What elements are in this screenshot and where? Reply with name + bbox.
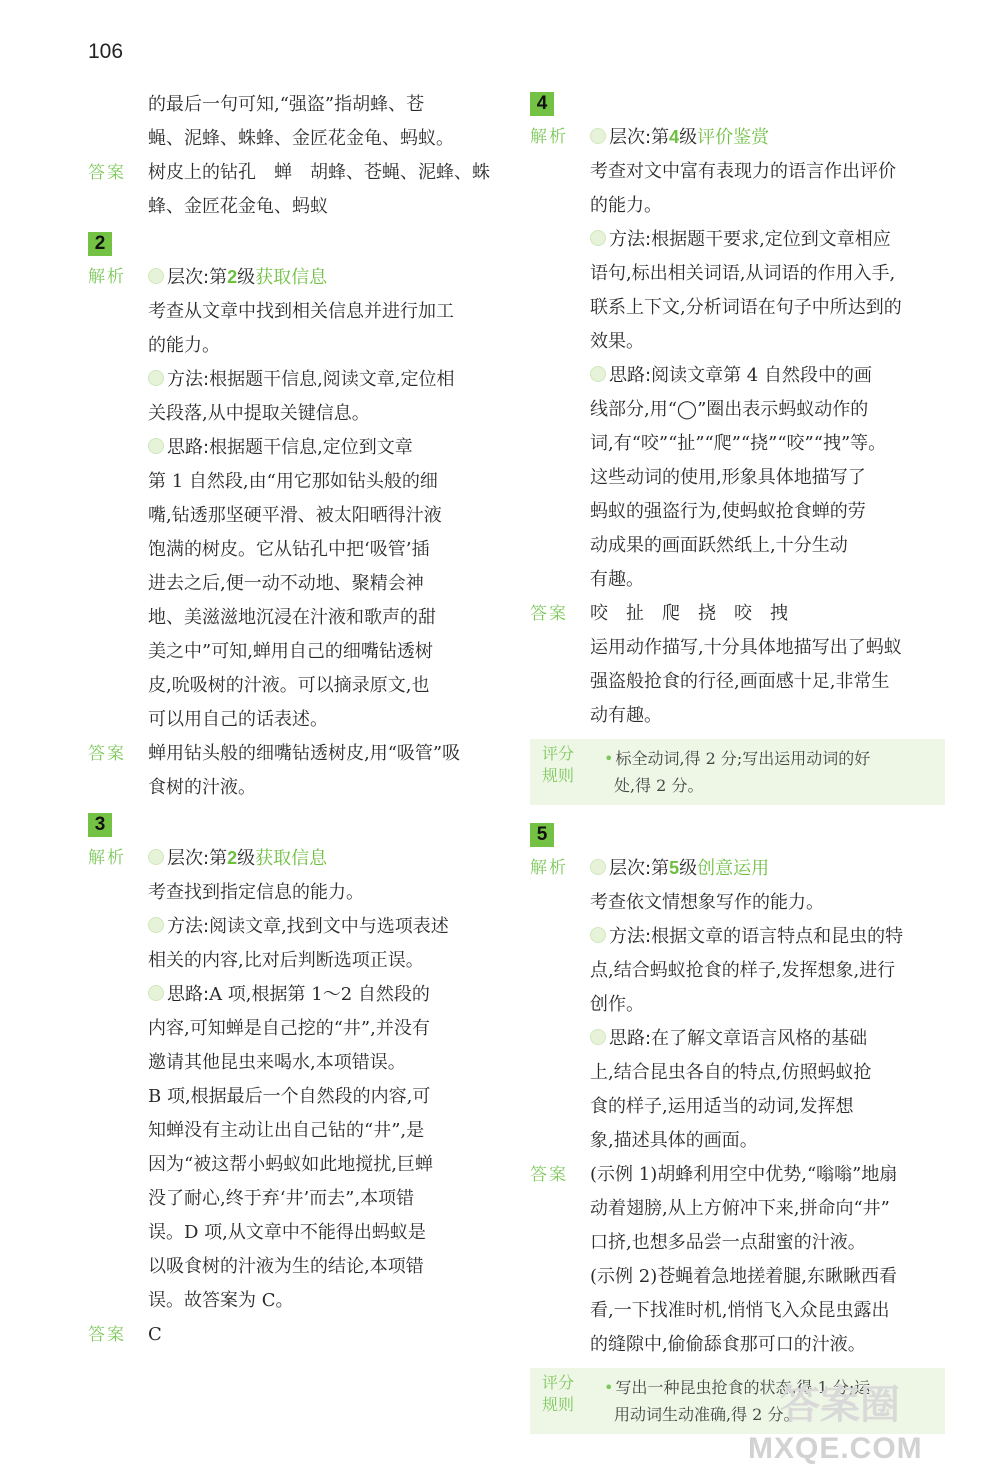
- analysis-block: [88, 260, 498, 737]
- previous-question-continuation: [88, 88, 498, 156]
- answer-tag: 答案: [88, 163, 126, 183]
- text-line: 口挤,也想多品尝一点甜蜜的汁液。: [590, 1232, 866, 1253]
- text-line: 动着翅膀,从上方俯冲下来,拼命向“井”: [590, 1198, 890, 1219]
- left-column: [88, 88, 498, 1352]
- answer-tag: 答案: [530, 604, 568, 624]
- text-line: (示例 1)胡蜂利用空中优势,“嗡嗡”地扇: [590, 1164, 898, 1185]
- circle-marker-icon: [590, 927, 606, 943]
- analysis-block: [530, 851, 945, 1158]
- method-line: 方法:阅读文章,找到文中与选项表述: [148, 910, 498, 944]
- text-line: 有趣。: [590, 569, 644, 590]
- thinking-line: 思路:在了解文章语言风格的基础: [590, 1022, 945, 1056]
- question-number-badge: 4: [530, 92, 554, 116]
- text-line: 考查从文章中找到相关信息并进行加工: [148, 301, 454, 322]
- text-line: 误。D 项,从文章中不能得出蚂蚁是: [148, 1222, 426, 1243]
- circle-marker-icon: [590, 1029, 606, 1045]
- text-line: B 项,根据最后一个自然段的内容,可: [148, 1086, 431, 1107]
- text-line: 蚂蚁的强盗行为,使蚂蚁抢食蝉的劳: [590, 501, 866, 522]
- text-line: 语句,标出相关词语,从词语的作用入手,: [590, 263, 896, 284]
- circle-marker-icon: [148, 917, 164, 933]
- text-line: 关段落,从中提取关键信息。: [148, 403, 370, 424]
- answer-block: [88, 1318, 498, 1352]
- text-line: 线部分,用“◯”圈出表示蚂蚁动作的: [590, 399, 869, 420]
- answer-block: [530, 1158, 945, 1362]
- bullet-dot-icon: •: [604, 1378, 614, 1397]
- circle-marker-icon: [590, 366, 606, 382]
- text-line: 没了耐心,终于弃‘井’而去”,本项错: [148, 1188, 415, 1209]
- text-line: 动成果的画面跃然纸上,十分生动: [590, 535, 848, 556]
- text-line: 象,描述具体的画面。: [590, 1130, 758, 1151]
- analysis-block: [530, 120, 945, 597]
- text-line: 第 1 自然段,由“用它那如钻头般的细: [148, 471, 438, 492]
- answer-block: [530, 597, 945, 733]
- text-line: 运用动作描写,十分具体地描写出了蚂蚁: [590, 637, 902, 658]
- text-line: 强盗般抢食的行径,画面感十足,非常生: [590, 671, 890, 692]
- page-number: 106: [88, 40, 124, 63]
- question-number-badge: 5: [530, 823, 554, 847]
- text-line: 因为“被这帮小蚂蚁如此地搅扰,巨蝉: [148, 1154, 433, 1175]
- text-line: 点,结合蚂蚁抢食的样子,发挥想象,进行: [590, 960, 896, 981]
- question-number-badge: 2: [88, 232, 112, 256]
- method-line: 方法:根据题干信息,阅读文章,定位相: [148, 363, 498, 397]
- circle-marker-icon: [590, 230, 606, 246]
- answer-block: [88, 737, 498, 805]
- text-line: 看,一下找准时机,悄悄飞入众昆虫露出: [590, 1300, 890, 1321]
- text-line: 蜂、金匠花金龟、蚂蚁: [148, 196, 328, 217]
- text-line: 创作。: [590, 994, 644, 1015]
- text-line: 相关的内容,比对后判断选项正误。: [148, 950, 424, 971]
- answer-tag: 答案: [88, 1325, 126, 1345]
- text-line: 考查对文中富有表现力的语言作出评价: [590, 161, 896, 182]
- text-line: 知蝉没有主动让出自己钻的“井”,是: [148, 1120, 425, 1141]
- text-line: 词,有“咬”“扯”“爬”“挠”“咬”“拽”等。: [590, 433, 887, 454]
- thinking-line: 思路:A 项,根据第 1～2 自然段的: [148, 978, 498, 1012]
- circle-marker-icon: [590, 128, 606, 144]
- text-line: 联系上下文,分析词语在句子中所达到的: [590, 297, 902, 318]
- scoring-rules-text: • 写出一种昆虫抢食的状态,得 1 分;运 用动词生动准确,得 2 分。: [604, 1378, 871, 1424]
- level-line: 层次:第4级评价鉴赏: [590, 120, 945, 155]
- watermark-logo: 答案圈: [780, 1382, 900, 1428]
- level-line: 层次:第5级创意运用: [590, 851, 945, 886]
- text-line: 的能力。: [590, 195, 662, 216]
- text-line: 树皮上的钻孔 蝉 胡蜂、苍蝇、泥蜂、蛛: [148, 162, 490, 183]
- text-line: 蝇、泥蜂、蛛蜂、金匠花金龟、蚂蚁。: [148, 128, 454, 149]
- text-line: 考查找到指定信息的能力。: [148, 882, 364, 903]
- analysis-tag: 解析: [530, 858, 568, 878]
- scoring-rules-box: [530, 739, 945, 805]
- scoring-rules-tag: 评分 规则: [541, 1373, 574, 1414]
- text-line: 食的样子,运用适当的动词,发挥想: [590, 1096, 854, 1117]
- text-line: 食树的汁液。: [148, 777, 256, 798]
- text-line: 饱满的树皮。它从钻孔中把‘吸管’插: [148, 539, 430, 560]
- text-line: 以吸食树的汁液为生的结论,本项错: [148, 1256, 424, 1277]
- level-line: 层次:第2级获取信息: [148, 841, 498, 876]
- text-line: 咬 扯 爬 挠 咬 拽: [590, 603, 788, 624]
- text-line: 美之中”可知,蝉用自己的细嘴钻透树: [148, 641, 433, 662]
- answer-tag: 答案: [530, 1165, 568, 1185]
- text-line: 进去之后,便一动不动地、聚精会神: [148, 573, 424, 594]
- analysis-tag: 解析: [530, 127, 568, 147]
- text-line: 邀请其他昆虫来喝水,本项错误。: [148, 1052, 406, 1073]
- thinking-line: 思路:阅读文章第 4 自然段中的画: [590, 359, 945, 393]
- method-line: 方法:根据文章的语言特点和昆虫的特: [590, 920, 945, 954]
- question-number-badge: 3: [88, 813, 112, 837]
- circle-marker-icon: [148, 268, 164, 284]
- watermark-url: MXQE.COM: [748, 1432, 923, 1465]
- text-line: C: [148, 1324, 162, 1345]
- text-line: 内容,可知蝉是自己挖的“井”,并没有: [148, 1018, 430, 1039]
- text-line: 蝉用钻头般的细嘴钻透树皮,用“吸管”吸: [148, 743, 461, 764]
- level-line: 层次:第2级获取信息: [148, 260, 498, 295]
- method-line: 方法:根据题干要求,定位到文章相应: [590, 223, 945, 257]
- text-line: 误。故答案为 C。: [148, 1290, 294, 1311]
- circle-marker-icon: [148, 438, 164, 454]
- text-line: 动有趣。: [590, 705, 662, 726]
- scoring-rules-tag: 评分 规则: [541, 744, 574, 785]
- answer-block: [88, 156, 498, 224]
- text-line: 考查依文情想象写作的能力。: [590, 892, 824, 913]
- analysis-tag: 解析: [88, 267, 126, 287]
- text-line: 嘴,钻透那坚硬平滑、被太阳晒得汁液: [148, 505, 442, 526]
- circle-marker-icon: [590, 859, 606, 875]
- text-line: 上,结合昆虫各自的特点,仿照蚂蚁抢: [590, 1062, 872, 1083]
- text-line: (示例 2)苍蝇着急地搓着腿,东瞅瞅西看: [590, 1266, 897, 1287]
- circle-marker-icon: [148, 985, 164, 1001]
- text-line: 地、美滋滋地沉浸在汁液和歌声的甜: [148, 607, 436, 628]
- text-line: 的缝隙中,偷偷舔食那可口的汁液。: [590, 1334, 866, 1355]
- answer-tag: 答案: [88, 744, 126, 764]
- analysis-tag: 解析: [88, 848, 126, 868]
- bullet-dot-icon: •: [604, 749, 614, 768]
- thinking-line: 思路:根据题干信息,定位到文章: [148, 431, 498, 465]
- analysis-block: [88, 841, 498, 1318]
- text-line: 的最后一句可知,“强盗”指胡蜂、苍: [148, 94, 425, 115]
- text-line: 这些动词的使用,形象具体地描写了: [590, 467, 866, 488]
- circle-marker-icon: [148, 370, 164, 386]
- scoring-rules-text: • 标全动词,得 2 分;写出运用动词的好 处,得 2 分。: [604, 749, 871, 795]
- text-line: 可以用自己的话表述。: [148, 709, 328, 730]
- circle-marker-icon: [148, 849, 164, 865]
- text-line: 效果。: [590, 331, 644, 352]
- text-line: 皮,吮吸树的汁液。可以摘录原文,也: [148, 675, 430, 696]
- right-column: [530, 88, 945, 1444]
- text-line: 的能力。: [148, 335, 220, 356]
